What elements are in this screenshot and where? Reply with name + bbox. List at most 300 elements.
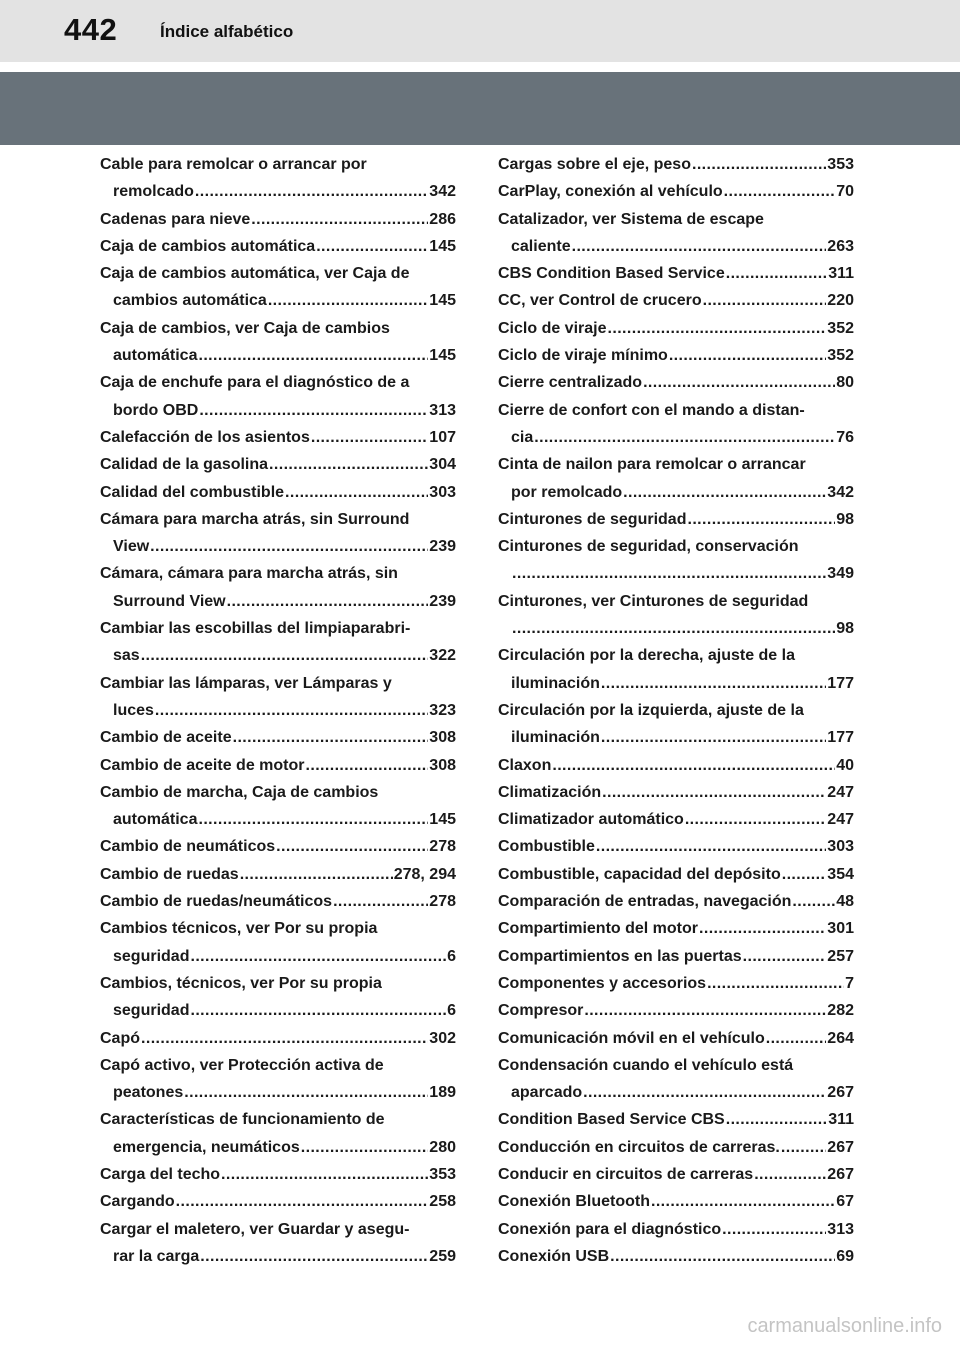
index-entry-text: Cambios, técnicos, ver Por su propia [100, 974, 382, 992]
page-reference: 286 [429, 210, 456, 228]
index-entry-line [100, 260, 456, 287]
index-entry-text: bordo OBD [113, 401, 199, 419]
dot-leader [333, 888, 428, 915]
dot-leader [198, 342, 428, 369]
index-entry-line [100, 178, 456, 205]
page-reference: 323 [429, 701, 456, 719]
index-entry-text: Cambiar las escobillas del limpiaparabri- [100, 620, 411, 638]
index-entry-text: cambios automática [113, 292, 267, 310]
index-entry-text: Cinturones, ver Cinturones de seguridad [498, 592, 809, 610]
index-entry [100, 479, 456, 506]
index-entry-text: Cambio de ruedas/neumáticos [100, 893, 333, 911]
index-entry-line [498, 779, 854, 806]
index-entry [100, 779, 456, 834]
index-entry-text: Caja de cambios automática [100, 237, 316, 255]
page-reference: 308 [429, 729, 456, 747]
index-entry-line [498, 888, 854, 915]
index-entry-text: Comparación de entradas, navegación [498, 893, 792, 911]
index-entry-line [498, 1079, 854, 1106]
index-entry-line [498, 1134, 854, 1161]
page-reference: 145 [429, 237, 456, 255]
index-entry-text: Cargando [100, 1193, 175, 1211]
index-entry-line [498, 479, 854, 506]
page-reference: 98 [836, 510, 854, 528]
page-reference: 267 [827, 1138, 854, 1156]
index-entry-line [498, 697, 854, 724]
index-entry-text: Cinta de nailon para remolcar o arrancar [498, 456, 806, 474]
index-entry [498, 506, 854, 533]
index-entry [498, 806, 854, 833]
dot-leader [743, 943, 827, 970]
index-entry [100, 970, 456, 1025]
page-reference: 278 [429, 893, 456, 911]
page-reference: 311 [828, 1111, 854, 1129]
index-entry-line [100, 479, 456, 506]
index-entry-text: iluminación [511, 674, 600, 692]
index-entry [100, 670, 456, 725]
index-entry-line [100, 451, 456, 478]
dot-leader [200, 1243, 428, 1270]
index-entry-line [498, 451, 854, 478]
index-entry-line [100, 1188, 456, 1215]
index-entry [100, 1106, 456, 1161]
dot-leader [608, 315, 827, 342]
index-entry-line [100, 233, 456, 260]
index-entry-line [498, 1188, 854, 1215]
dot-leader [610, 1243, 835, 1270]
index-entry [100, 506, 456, 561]
dot-leader [623, 479, 826, 506]
dot-leader [687, 506, 835, 533]
index-entry-text: seguridad [113, 947, 190, 965]
index-entry-text: Combustible [498, 838, 595, 856]
index-entry-text: Calefacción de los asientos [100, 428, 310, 446]
index-entry-text: Cambio de neumáticos [100, 838, 276, 856]
header-band [0, 72, 960, 145]
index-entry-text: Calidad del combustible [100, 483, 285, 501]
index-entry-line [498, 260, 854, 287]
index-entry-line [100, 1134, 456, 1161]
page-reference: 267 [827, 1165, 854, 1183]
page-reference: 353 [429, 1165, 456, 1183]
index-entry-line [100, 806, 456, 833]
index-entry-line [498, 424, 854, 451]
dot-leader [221, 1161, 428, 1188]
index-entry [100, 915, 456, 970]
index-entry-line [498, 915, 854, 942]
index-entry-text: Cadenas para nieve [100, 210, 251, 228]
index-entry-line [498, 861, 854, 888]
index-entry-text: Cámara para marcha atrás, sin Surround [100, 510, 410, 528]
index-entry-text: Conexión Bluetooth [498, 1193, 650, 1211]
index-entry [498, 287, 854, 314]
dot-leader [240, 861, 393, 888]
index-entry-text: Cargas sobre el eje, peso [498, 156, 691, 173]
index-entry-line [498, 943, 854, 970]
index-entry [498, 1134, 854, 1161]
page-reference: 239 [429, 538, 456, 556]
dot-leader [195, 178, 428, 205]
dot-leader [150, 533, 428, 560]
index-entry-line [498, 1243, 854, 1270]
index-entry-line [498, 615, 854, 642]
dot-leader [754, 1161, 826, 1188]
index-entry-line [498, 397, 854, 424]
index-entry-text: Conducir en circuitos de carreras [498, 1165, 754, 1183]
index-entry-text: Cierre de confort con el mando a distan- [498, 401, 805, 419]
dot-leader [584, 997, 826, 1024]
page-reference: 259 [429, 1247, 456, 1265]
dot-leader [198, 806, 428, 833]
index-entry [498, 533, 854, 588]
dot-leader [643, 369, 835, 396]
index-entry [498, 697, 854, 752]
index-entry [498, 178, 854, 205]
index-entry-text: Circulación por la derecha, ajuste de la [498, 647, 795, 665]
index-entry [498, 260, 854, 287]
index-entry [498, 1106, 854, 1133]
index-entry-line [100, 670, 456, 697]
page-reference: 107 [429, 428, 456, 446]
page-reference: 48 [836, 893, 854, 911]
index-entry-text: remolcado [113, 183, 194, 201]
dot-leader [155, 697, 428, 724]
index-entry-line [100, 342, 456, 369]
index-entry [498, 1052, 854, 1107]
index-entry-line [100, 506, 456, 533]
index-entry-line [100, 1052, 456, 1079]
index-entry-line [498, 806, 854, 833]
index-entry [498, 397, 854, 452]
index-entry-text: Conducción en circuitos de carreras. [498, 1138, 780, 1156]
index-entry-text: Caja de enchufe para el diagnóstico de a [100, 374, 410, 392]
index-entry [100, 1025, 456, 1052]
index-entry [100, 752, 456, 779]
index-entry-line [498, 178, 854, 205]
page-reference: 145 [429, 292, 456, 310]
index-entry-line [498, 287, 854, 314]
index-entry [498, 1025, 854, 1052]
index-entry-text: seguridad [113, 1002, 190, 1020]
index-entry-text: Claxon [498, 756, 552, 774]
index-entry-line [100, 697, 456, 724]
dot-leader [692, 151, 826, 178]
page-reference: 308 [429, 756, 456, 774]
page-reference: 352 [827, 347, 854, 365]
index-entry-text: Caja de cambios automática, ver Caja de [100, 265, 410, 283]
index-entry-text: Ciclo de viraje [498, 319, 607, 337]
index-entry-text: CC, ver Control de crucero [498, 292, 702, 310]
page-reference: 257 [827, 947, 854, 965]
dot-leader [306, 752, 429, 779]
page-reference: 352 [827, 319, 854, 337]
index-entry-line [498, 369, 854, 396]
page-reference: 342 [827, 483, 854, 501]
dot-leader [227, 588, 429, 615]
index-entry [100, 369, 456, 424]
index-entry-text: Conexión USB [498, 1247, 610, 1265]
dot-leader [782, 861, 827, 888]
dot-leader [534, 424, 835, 451]
index-entry [498, 997, 854, 1024]
page-reference: 313 [827, 1220, 854, 1238]
index-entry [498, 206, 854, 261]
index-entry-text: Capó activo, ver Protección activa de [100, 1056, 384, 1074]
index-entry [498, 888, 854, 915]
page-reference: 189 [429, 1084, 456, 1102]
index-entry-line [100, 369, 456, 396]
index-entry-text: luces [113, 701, 154, 719]
index-entry-line [498, 506, 854, 533]
index-entry [100, 424, 456, 451]
index-entry-text: Climatizador automático [498, 811, 684, 829]
index-entry-text: Calidad de la gasolina [100, 456, 269, 474]
page-reference: 322 [429, 647, 456, 665]
index-entry-line [100, 1106, 456, 1133]
index-entry-line [498, 342, 854, 369]
page-reference: 239 [429, 592, 456, 610]
index-entry-text: aparcado [511, 1084, 583, 1102]
index-entry-text: Cambios técnicos, ver Por su propia [100, 920, 378, 938]
page-reference: 220 [827, 292, 854, 310]
index-entry [498, 752, 854, 779]
index-entry [100, 615, 456, 670]
index-column-left [100, 151, 456, 1270]
index-entry [498, 451, 854, 506]
index-entry-text: cia [511, 428, 534, 446]
index-entry [100, 560, 456, 615]
dot-leader [141, 1025, 428, 1052]
index-entry-line [498, 1052, 854, 1079]
index-entry [498, 861, 854, 888]
index-entry-line [100, 533, 456, 560]
index-entry-line [100, 151, 456, 178]
dot-leader [141, 642, 429, 669]
index-entry [100, 833, 456, 860]
index-entry-line [100, 943, 456, 970]
index-entry [100, 233, 456, 260]
dot-leader [669, 342, 826, 369]
watermark: carmanualsonline.info [747, 1315, 942, 1337]
index-entry-line [498, 1106, 854, 1133]
index-entry-line [100, 424, 456, 451]
index-entry [100, 451, 456, 478]
page-reference: 177 [827, 729, 854, 747]
page-reference: 267 [827, 1084, 854, 1102]
dot-leader [726, 260, 827, 287]
page-reference: 67 [836, 1193, 854, 1211]
index-entry [498, 779, 854, 806]
dot-leader [724, 178, 836, 205]
page-reference: 280 [429, 1138, 456, 1156]
index-entry-line [100, 287, 456, 314]
index-entry-line [100, 970, 456, 997]
dot-leader [792, 888, 835, 915]
index-entry-line [100, 315, 456, 342]
dot-leader [269, 451, 428, 478]
index-entry-text: Componentes y accesorios [498, 974, 707, 992]
index-entry [498, 915, 854, 942]
dot-leader [285, 479, 428, 506]
header-bar [0, 0, 960, 62]
dot-leader [301, 1134, 429, 1161]
index-entry-text: Cambio de marcha, Caja de cambios [100, 783, 379, 801]
index-entry-line [100, 1025, 456, 1052]
page-reference: 301 [827, 920, 854, 938]
index-entry-line [100, 588, 456, 615]
index-entry-text: Condensación cuando el vehículo está [498, 1056, 794, 1074]
page-reference: 304 [429, 456, 456, 474]
index-entry [498, 943, 854, 970]
index-entry-line [100, 915, 456, 942]
dot-leader [268, 287, 428, 314]
index-entry-text: Cable para remolcar o arrancar por [100, 156, 367, 173]
index-entry-text: Climatización [498, 783, 602, 801]
index-entry [100, 724, 456, 751]
dot-leader [596, 833, 826, 860]
dot-leader [766, 1025, 827, 1052]
dot-leader [190, 943, 446, 970]
index-entry-text: Condition Based Service CBS [498, 1111, 725, 1129]
index-entry-line [498, 1216, 854, 1243]
index-entry-text: automática [113, 811, 198, 829]
index-entry-text: Cierre centralizado [498, 374, 643, 392]
page-reference: 6 [447, 947, 456, 965]
page-reference: 69 [836, 1247, 854, 1265]
index-entry [498, 833, 854, 860]
index-entry-text: sas [113, 647, 140, 665]
dot-leader [199, 397, 428, 424]
dot-leader [707, 970, 844, 997]
index-entry-line [498, 833, 854, 860]
index-entry-line [100, 642, 456, 669]
index-entry-line [498, 233, 854, 260]
index-entry-text: iluminación [511, 729, 600, 747]
index-entry-text: Cambio de aceite [100, 729, 232, 747]
index-entry-line [100, 397, 456, 424]
index-entry [498, 588, 854, 643]
index-entry-text: Cargar el maletero, ver Guardar y asegu- [100, 1220, 410, 1238]
index-entry-line [100, 615, 456, 642]
index-entry-line [498, 970, 854, 997]
index-entry-line [100, 206, 456, 233]
page-reference: 278 [429, 838, 456, 856]
dot-leader [602, 779, 826, 806]
index-entry-line [100, 724, 456, 751]
index-entry-line [498, 642, 854, 669]
index-entry-text: Combustible, capacidad del depósito [498, 865, 781, 883]
dot-leader [190, 997, 446, 1024]
page-reference: 303 [827, 838, 854, 856]
page-number: 442 [64, 12, 118, 47]
page-reference: 247 [827, 783, 854, 801]
dot-leader [512, 560, 826, 587]
index-entry-text: Capó [100, 1029, 140, 1047]
index-entry-text: por remolcado [511, 483, 623, 501]
dot-leader [311, 424, 428, 451]
index-entry-line [498, 1025, 854, 1052]
index-entry [498, 369, 854, 396]
index-entry-text: Ciclo de viraje mínimo [498, 347, 668, 365]
index-entry [100, 1188, 456, 1215]
index-entry [498, 1188, 854, 1215]
index-entry-text: Catalizador, ver Sistema de escape [498, 210, 764, 228]
page-reference: 353 [827, 156, 854, 173]
index-entry-line [498, 588, 854, 615]
page-reference: 278, 294 [393, 865, 456, 883]
index-entry [100, 315, 456, 370]
dot-leader [726, 1106, 827, 1133]
index-entry-text: Cambiar las lámparas, ver Lámparas y [100, 674, 392, 692]
index-entry-text: emergencia, neumáticos [113, 1138, 300, 1156]
page-reference: 264 [827, 1029, 854, 1047]
page-reference: 263 [827, 237, 854, 255]
index-entry [100, 1216, 456, 1271]
index-entry-line [100, 1243, 456, 1270]
index-entry [100, 888, 456, 915]
index-entry-line [100, 560, 456, 587]
dot-leader [512, 615, 835, 642]
index-entry-line [100, 997, 456, 1024]
page-reference: 177 [827, 674, 854, 692]
index-entry-line [498, 206, 854, 233]
index-entry [100, 151, 456, 206]
index-entry-text: Compresor [498, 1002, 584, 1020]
dot-leader [316, 233, 428, 260]
index-entry-line [100, 861, 456, 888]
index-entry-line [498, 997, 854, 1024]
index-entry [498, 1161, 854, 1188]
page-reference: 302 [429, 1029, 456, 1047]
index-entry-text: CBS Condition Based Service [498, 265, 725, 283]
index-entry-line [498, 560, 854, 587]
dot-leader [583, 1079, 826, 1106]
page-reference: 311 [828, 265, 854, 283]
page-reference: 303 [429, 483, 456, 501]
dot-leader [699, 915, 826, 942]
page-reference: 349 [827, 565, 854, 583]
index-entry-line [498, 315, 854, 342]
dot-leader [722, 1216, 826, 1243]
index-entry-line [100, 1079, 456, 1106]
index-entry-line [498, 724, 854, 751]
dot-leader [572, 233, 827, 260]
index-entry-line [100, 752, 456, 779]
index-entry-text: Cinturones de seguridad [498, 510, 687, 528]
index-entry [498, 1243, 854, 1270]
index-entry-line [100, 1216, 456, 1243]
index-entry-text: Características de funcionamiento de [100, 1111, 385, 1129]
index-entry [498, 642, 854, 697]
page-reference: 258 [429, 1193, 456, 1211]
index-entry-text: rar la carga [113, 1247, 200, 1265]
index-entry [100, 861, 456, 888]
index-entry [498, 342, 854, 369]
index-entry-text: Carga del techo [100, 1165, 221, 1183]
index-entry-text: caliente [511, 237, 571, 255]
index-entry-text: Compartimientos en las puertas [498, 947, 742, 965]
page-reference: 7 [845, 974, 854, 992]
index-entry-text: Cambio de aceite de motor [100, 756, 305, 774]
index-entry-text: Caja de cambios, ver Caja de cambios [100, 319, 390, 337]
page-reference: 247 [827, 811, 854, 829]
dot-leader [703, 287, 827, 314]
index-entry-line [498, 752, 854, 779]
index-entry-text: Conexión para el diagnóstico [498, 1220, 722, 1238]
index-column-right [498, 151, 854, 1270]
page-reference: 98 [836, 620, 854, 638]
dot-leader [651, 1188, 835, 1215]
